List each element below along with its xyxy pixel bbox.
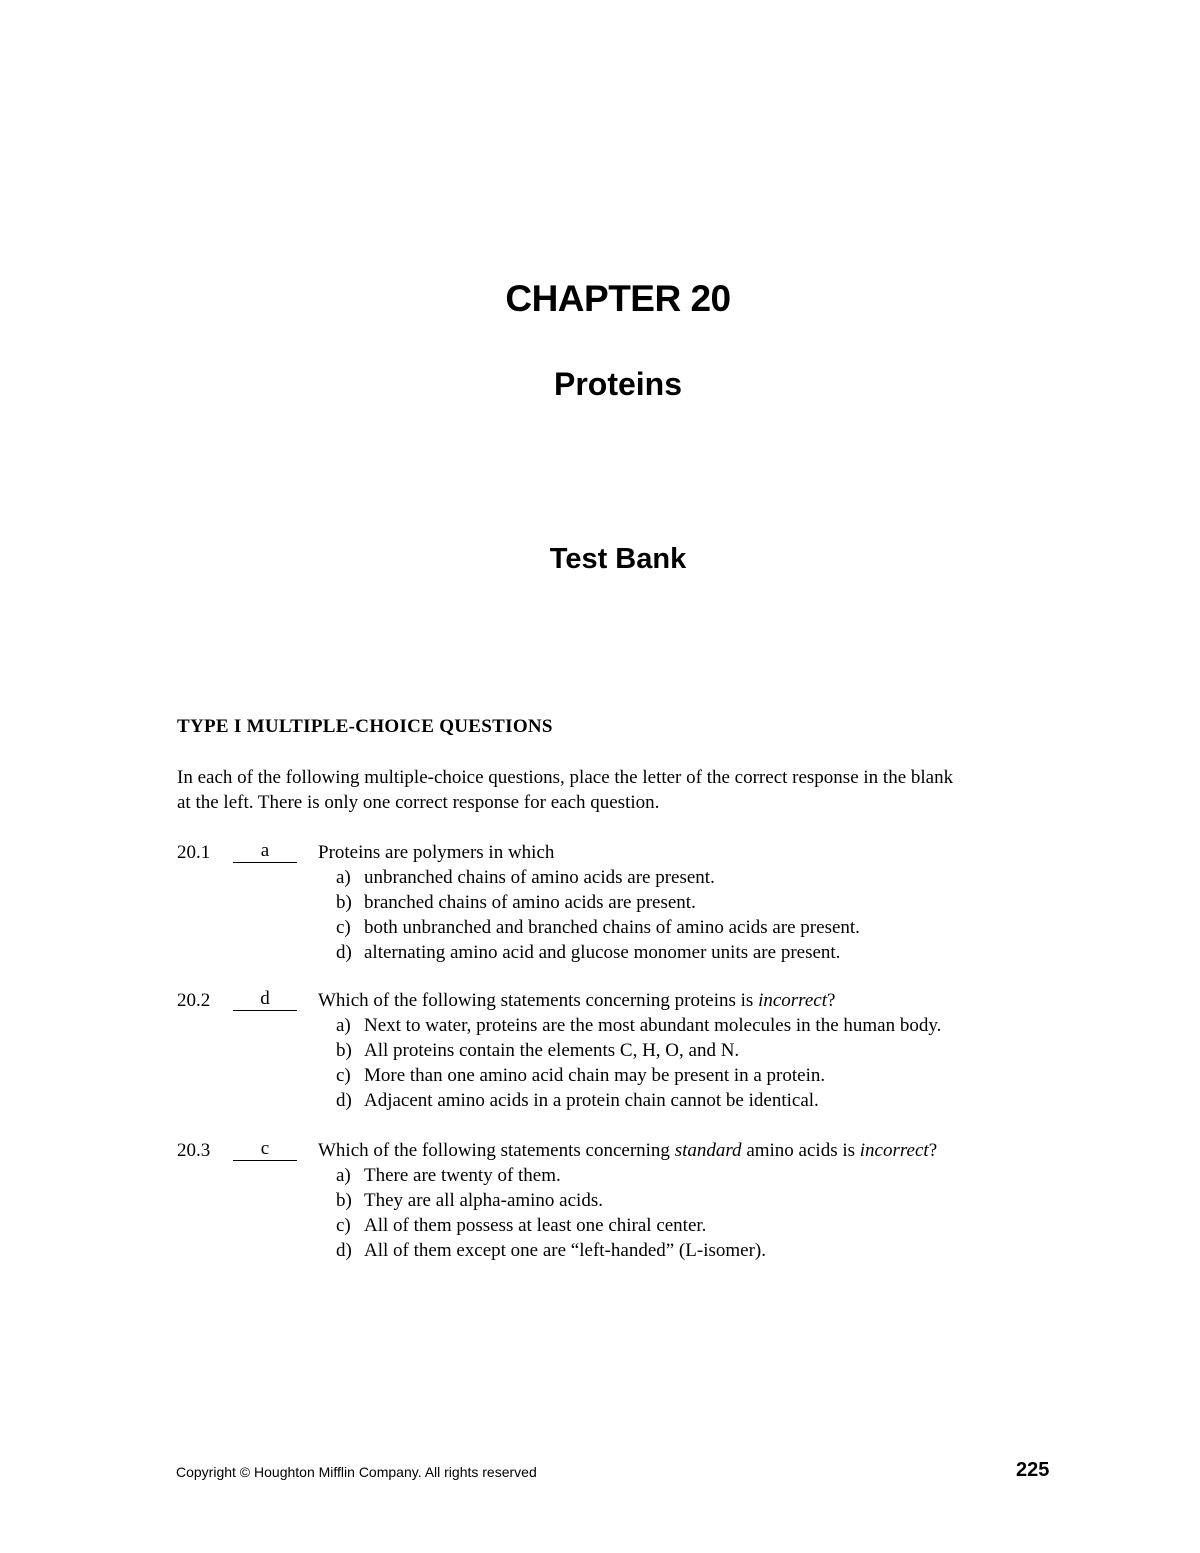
question-header	[177, 1138, 1077, 1163]
question-stem	[318, 1138, 937, 1163]
option-text: alternating amino acid and glucose monomer units are present.	[364, 942, 841, 963]
option-letter: c)	[336, 1215, 351, 1236]
question-stem: Proteins are polymers in which	[318, 842, 555, 863]
copyright-notice: Copyright © Houghton Mifflin Company. All rights reserved	[176, 1464, 537, 1480]
question-number: 20.3	[177, 1140, 211, 1161]
option-row	[177, 940, 1077, 965]
answer-blank[interactable]: d	[233, 988, 297, 1011]
instructions-line: In each of the following multiple-choice questions, place the letter of the correct response in the blank	[177, 767, 954, 788]
option-text: Next to water, proteins are the most abundant molecules in the human body.	[364, 1015, 942, 1036]
option-letter: a)	[336, 1015, 351, 1036]
question-20-3	[177, 1138, 1077, 1263]
option-text: both unbranched and branched chains of amino acids are present.	[364, 917, 860, 938]
option-letter: b)	[336, 1190, 352, 1211]
option-letter: b)	[336, 892, 352, 913]
option-text: unbranched chains of amino acids are present.	[364, 867, 715, 888]
question-header	[177, 840, 1077, 865]
chapter-title: CHAPTER 20	[505, 278, 731, 319]
option-row	[177, 865, 1077, 890]
stem-emphasis: incorrect	[758, 990, 828, 1011]
chapter-subtitle: Proteins	[553, 366, 683, 402]
test-bank-label: Test Bank	[549, 543, 687, 575]
stem-text: Which of the following statements concerning proteins is	[318, 990, 759, 1011]
page-number: 225	[1016, 1459, 1050, 1481]
option-text: There are twenty of them.	[364, 1165, 561, 1186]
answer-blank[interactable]: a	[233, 840, 297, 863]
option-letter: c)	[336, 917, 351, 938]
option-letter: a)	[336, 1165, 351, 1186]
option-letter: c)	[336, 1065, 351, 1086]
stem-text: Which of the following statements concerning	[318, 1140, 675, 1161]
option-row	[177, 1063, 1077, 1088]
option-text: All of them possess at least one chiral center.	[364, 1215, 707, 1236]
option-letter: b)	[336, 1040, 352, 1061]
answer-blank[interactable]: c	[233, 1138, 297, 1161]
option-text: They are all alpha-amino acids.	[364, 1190, 603, 1211]
instructions	[177, 765, 1077, 815]
stem-text: ?	[827, 990, 836, 1011]
option-text: All of them except one are “left-handed” (L-isomer).	[364, 1240, 766, 1261]
option-row	[177, 915, 1077, 940]
stem-text: amino acids is	[741, 1140, 860, 1161]
question-20-2	[177, 988, 1077, 1113]
option-letter: d)	[336, 1090, 352, 1111]
option-row	[177, 1038, 1077, 1063]
stem-text: ?	[928, 1140, 938, 1161]
option-letter: d)	[336, 1240, 352, 1261]
option-row	[177, 1238, 1077, 1263]
option-text: branched chains of amino acids are present.	[364, 892, 696, 913]
option-row	[177, 1213, 1077, 1238]
option-text: More than one amino acid chain may be present in a protein.	[364, 1065, 826, 1086]
question-stem	[318, 988, 835, 1013]
question-number: 20.2	[177, 990, 211, 1011]
section-heading: TYPE I MULTIPLE-CHOICE QUESTIONS	[177, 716, 553, 737]
option-text: Adjacent amino acids in a protein chain cannot be identical.	[364, 1090, 819, 1111]
option-letter: d)	[336, 942, 352, 963]
option-row	[177, 1163, 1077, 1188]
option-text: All proteins contain the elements C, H, O, and N.	[364, 1040, 740, 1061]
option-row	[177, 1188, 1077, 1213]
question-header	[177, 988, 1077, 1013]
instructions-line: at the left. There is only one correct response for each question.	[177, 792, 660, 813]
option-letter: a)	[336, 867, 351, 888]
option-row	[177, 1013, 1077, 1038]
question-20-1	[177, 840, 1077, 965]
stem-emphasis: incorrect	[859, 1140, 929, 1161]
question-number: 20.1	[177, 842, 211, 863]
stem-emphasis: standard	[674, 1140, 742, 1161]
option-row	[177, 1088, 1077, 1113]
option-row	[177, 890, 1077, 915]
